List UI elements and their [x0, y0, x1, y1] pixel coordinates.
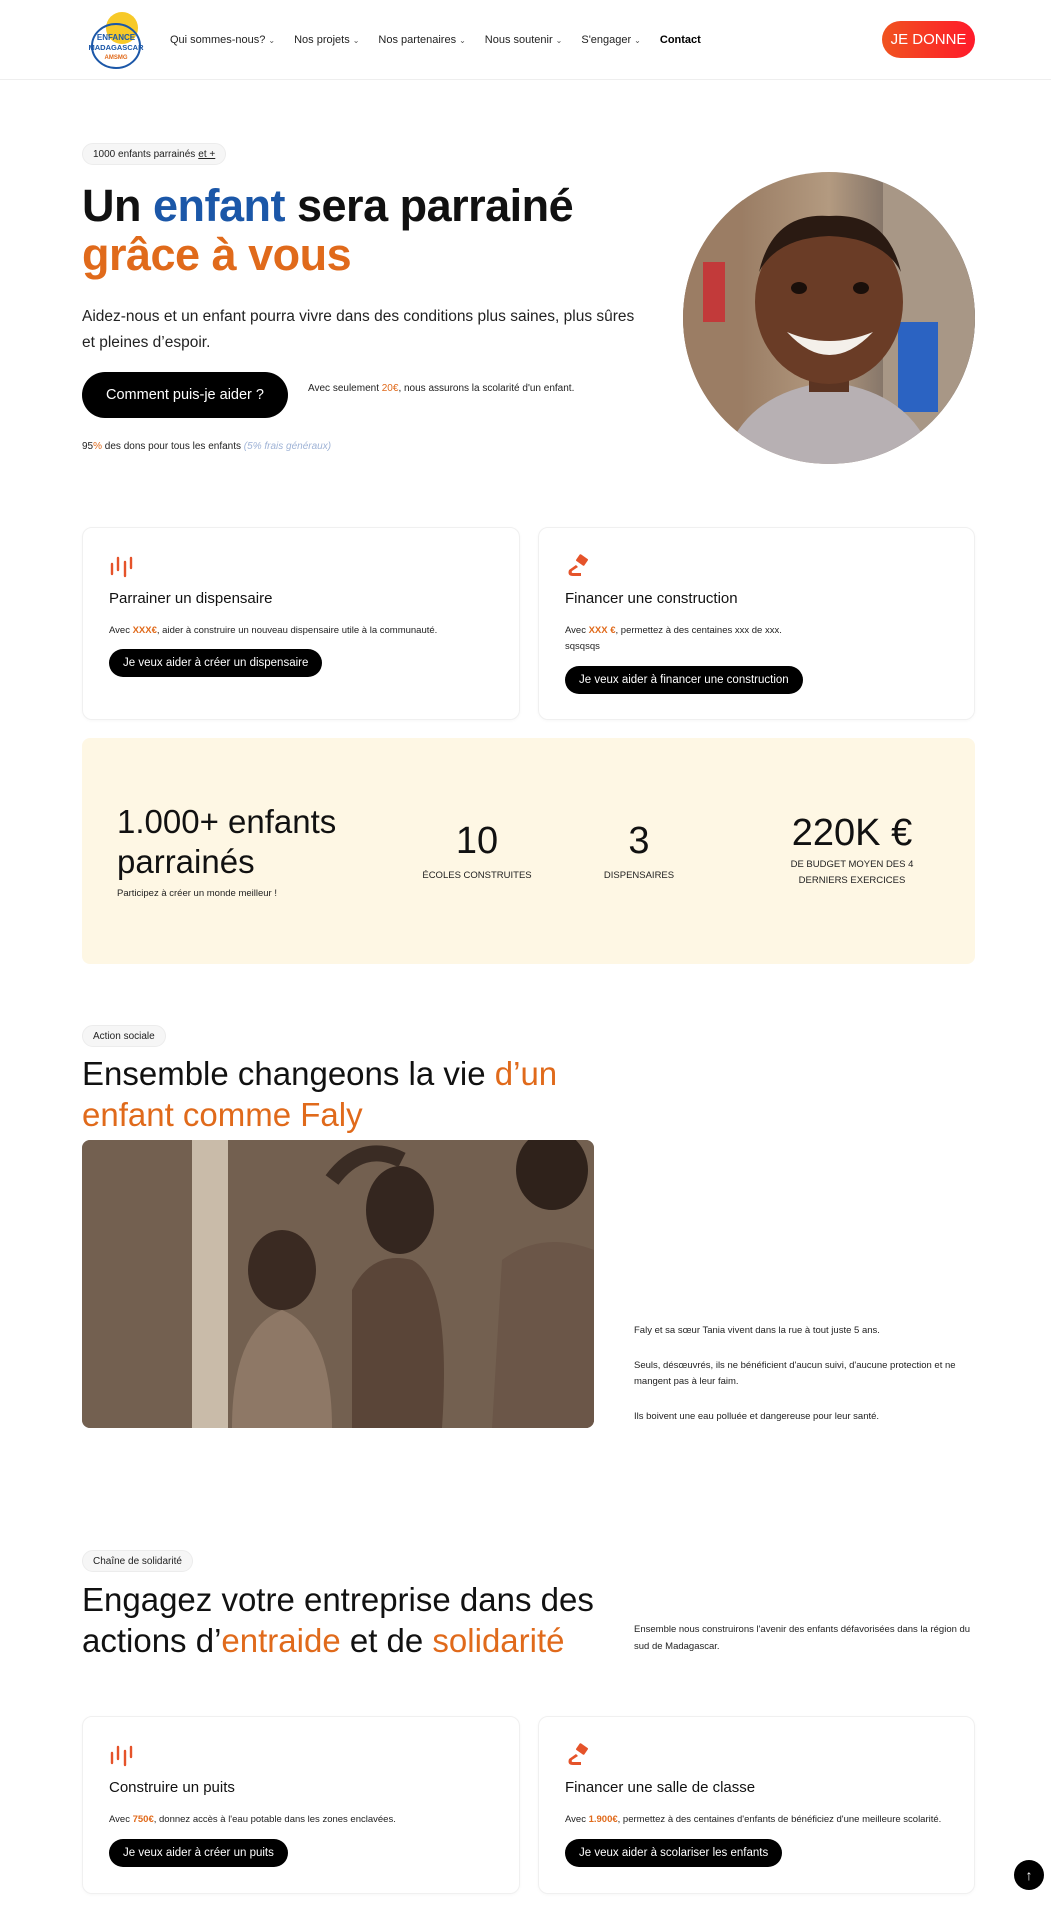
amount: XXX €: [588, 625, 616, 636]
stat-label-budget: [762, 857, 942, 889]
headline-line: 1.000+ enfants: [117, 803, 337, 840]
title-highlight: entraide: [221, 1622, 341, 1660]
title-part: Un: [82, 180, 153, 231]
svg-text:AMSMG: AMSMG: [104, 55, 128, 61]
menu-label: Nous soutenir: [484, 34, 553, 46]
menu-label: Contact: [659, 34, 701, 46]
menu-item-nos-partenaires[interactable]: [378, 34, 465, 46]
card-text: [565, 1812, 945, 1828]
title-line: Engagez votre entreprise dans des: [82, 1581, 594, 1618]
amount: 750€: [132, 1814, 154, 1825]
card-well: [82, 1716, 520, 1894]
pill-link[interactable]: et +: [198, 148, 216, 160]
solidarity-title: [82, 1579, 642, 1662]
hero-note: [308, 383, 574, 394]
stat-value-schools: 10: [455, 820, 499, 862]
solidarity-pill: Chaîne de solidarité: [82, 1550, 193, 1572]
stat-value-dispensaries: 3: [628, 820, 650, 862]
hero-title: [82, 182, 642, 279]
stats-headline: [117, 802, 336, 881]
stats-subtitle: Participez à créer un monde meilleur !: [117, 888, 277, 899]
hammer-icon: [565, 1743, 591, 1769]
title-part: et de: [340, 1622, 433, 1660]
hero-lead: Aidez-nous et un enfant pourra vivre dans des conditions plus saines, plus sûres et pleines d’espoir.: [82, 308, 635, 352]
smiling-child-photo: [683, 172, 975, 464]
action-sociale-pill: Action sociale: [82, 1025, 166, 1047]
chevron-down-icon: ⌄: [634, 35, 641, 45]
top-navigation: [0, 0, 1051, 80]
card-text: [109, 1812, 489, 1828]
pct-value: 95: [82, 441, 94, 452]
text-part: , permettez à des centaines xxx de xxx.: [615, 625, 782, 636]
story-paragraph: Seuls, désœuvrés, ils ne bénéficient d'aucun suivi, d'aucune protection et ne mangent pas à leur faim.: [634, 1359, 956, 1388]
note-text: , nous assurons la scolarité d'un enfant.: [398, 383, 575, 394]
chevron-down-icon: ⌄: [459, 35, 466, 45]
hammer-icon: [565, 554, 591, 580]
stat-label-schools: ÉCOLES CONSTRUITES: [422, 870, 532, 881]
menu-label: Qui sommes-nous?: [170, 34, 266, 46]
menu-label: Nos partenaires: [378, 34, 457, 46]
label-line: DE BUDGET MOYEN DES 4: [790, 859, 914, 870]
svg-text:MADAGASCAR: MADAGASCAR: [88, 43, 144, 52]
amount: XXX€: [132, 625, 157, 636]
chevron-down-icon: ⌄: [352, 35, 360, 45]
card-title: Construire un puits: [109, 1779, 235, 1796]
chevron-down-icon: ⌄: [555, 35, 563, 45]
card-title: Financer une construction: [565, 590, 738, 607]
text-part: Avec: [565, 625, 589, 636]
card-classroom: [538, 1716, 975, 1894]
title-highlight: d’un: [494, 1055, 558, 1092]
amount: 1.900€: [588, 1814, 618, 1825]
help-classroom-button[interactable]: Je veux aider à scolariser les enfants: [565, 1839, 782, 1867]
overhead-note: (5% frais généraux): [243, 441, 332, 452]
breakdown-text: des dons pour tous les enfants: [102, 441, 244, 452]
donation-breakdown: [82, 441, 331, 452]
card-title: Financer une salle de classe: [565, 1779, 756, 1796]
text-part: Avec: [109, 625, 133, 636]
label-line: DERNIERS EXERCICES: [798, 875, 906, 887]
stat-label-dispensaries: DISPENSAIRES: [603, 870, 675, 881]
title-highlight: solidarité: [432, 1622, 565, 1660]
menu-item-nos-projets[interactable]: [294, 34, 359, 46]
pill-text: 1000 enfants parrainés: [93, 148, 196, 160]
card-title: Parrainer un dispensaire: [109, 590, 273, 607]
title-part: sera parrainé: [285, 180, 574, 231]
title-line2: grâce à vous: [82, 228, 352, 280]
donate-button[interactable]: JE DONNE: [882, 21, 975, 58]
text-part: , aider à construire un nouveau dispensaire utile à la communauté.: [156, 625, 438, 636]
menu-item-s-engager[interactable]: [581, 34, 641, 46]
title-part: Ensemble changeons la vie: [82, 1055, 495, 1092]
help-construction-button[interactable]: Je veux aider à financer une construction: [565, 666, 803, 694]
children-photo: [82, 1140, 594, 1428]
stats-panel: [82, 738, 975, 964]
faly-story: [634, 1323, 974, 1426]
menu-item-contact[interactable]: [660, 34, 701, 46]
svg-text:ENFANCE: ENFANCE: [96, 33, 136, 42]
title-part: actions d’: [82, 1622, 222, 1660]
card-construction: [538, 527, 975, 720]
pct-sign: %: [93, 441, 103, 452]
card-text: [109, 623, 489, 639]
menu-item-nous-soutenir[interactable]: [485, 34, 563, 46]
solidarity-text: Ensemble nous construirons l'avenir des enfants défavorisées dans la région du sud de Madagascar.: [634, 1624, 971, 1652]
bars-icon: [109, 1743, 135, 1769]
chevron-down-icon: ⌄: [268, 35, 276, 45]
how-can-i-help-button[interactable]: Comment puis-je aider ?: [82, 372, 288, 418]
bars-icon: [109, 554, 135, 580]
help-dispensary-button[interactable]: Je veux aider à créer un dispensaire: [109, 649, 322, 677]
extra-text: sqsqsqs: [565, 641, 600, 653]
headline-line: parrainés: [117, 842, 255, 880]
main-menu: [170, 0, 701, 80]
menu-label: Nos projets: [294, 34, 350, 46]
text-part: , permettez à des centaines d'enfants de bénéficiez d'une meilleure scolarité.: [617, 1814, 942, 1825]
story-paragraph: Faly et sa sœur Tania vivent dans la rue à tout juste 5 ans.: [634, 1325, 880, 1336]
title-highlight: enfant: [153, 180, 285, 231]
logo[interactable]: [82, 8, 152, 70]
faly-title: [82, 1053, 642, 1136]
menu-item-qui-sommes-nous[interactable]: [170, 34, 275, 46]
text-part: Avec: [565, 1814, 589, 1825]
note-text: Avec seulement: [308, 383, 382, 394]
note-amount: 20€: [381, 383, 399, 394]
hero-pill: [82, 143, 226, 165]
text-part: , donnez accès à l'eau potable dans les zones enclavées.: [153, 1814, 396, 1825]
stat-value-budget: 220K €: [791, 812, 913, 854]
text-part: Avec: [109, 1814, 133, 1825]
title-line2: enfant comme Faly: [82, 1096, 363, 1134]
menu-label: S'engager: [581, 34, 632, 46]
arrow-up-icon[interactable]: ↑: [1014, 1860, 1044, 1890]
story-paragraph: Ils boivent une eau polluée et dangereuse pour leur santé.: [634, 1410, 880, 1422]
help-well-button[interactable]: Je veux aider à créer un puits: [109, 1839, 288, 1867]
card-text: [565, 623, 945, 655]
card-dispensary: [82, 527, 520, 720]
